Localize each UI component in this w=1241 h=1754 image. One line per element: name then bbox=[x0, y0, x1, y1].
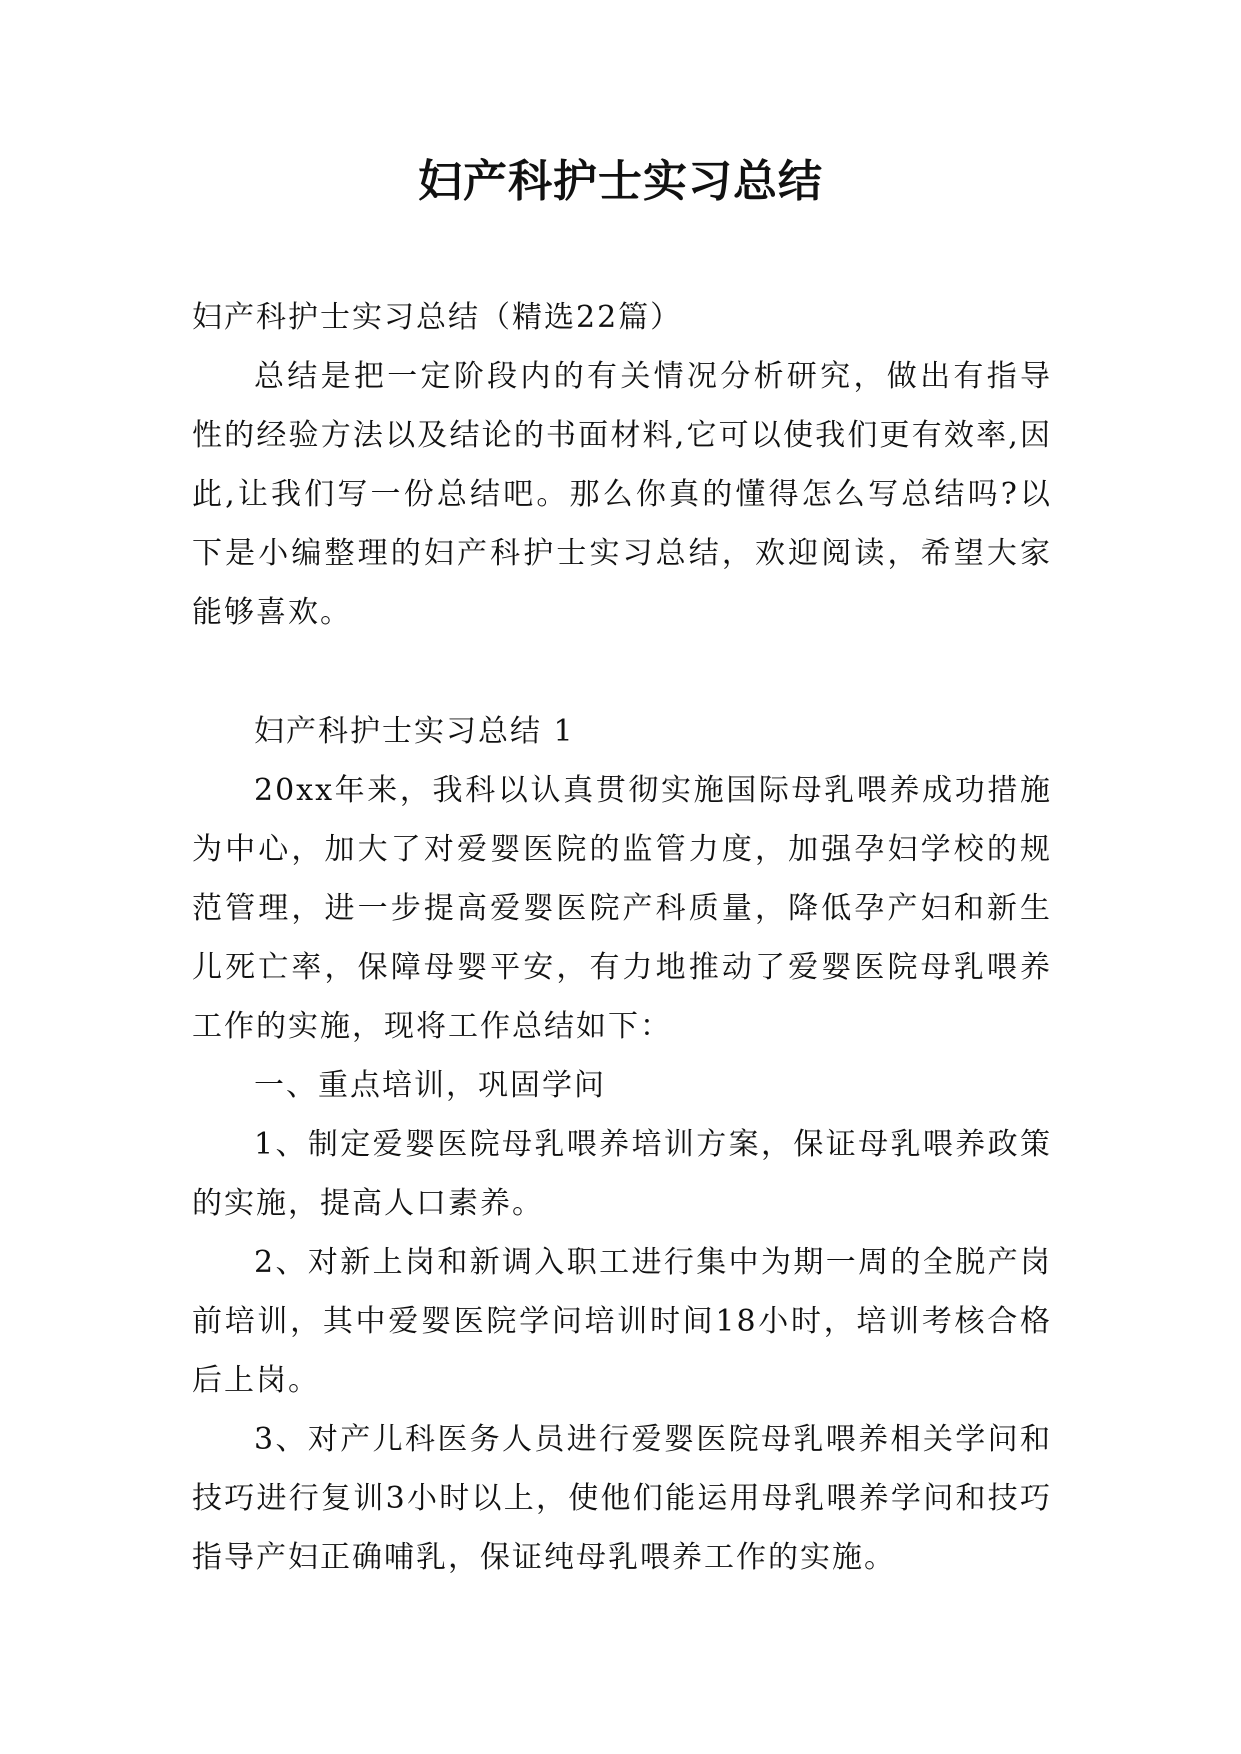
list-item: 1、制定爱婴医院母乳喂养培训方案，保证母乳喂养政策的实施，提高人口素养。 bbox=[192, 1127, 1052, 1221]
document-subtitle: 妇产科护士实习总结（精选22篇） bbox=[192, 300, 683, 335]
part-heading: 一、重点培训，巩固学问 bbox=[254, 1068, 606, 1103]
document-body bbox=[192, 288, 1052, 1587]
list-item: 2、对新上岗和新调入职工进行集中为期一周的全脱产岗前培训，其中爱婴医院学问培训时间18小时，培训考核合格后上岗。 bbox=[192, 1245, 1052, 1398]
paragraph-gap bbox=[192, 642, 1052, 702]
document-title: 妇产科护士实习总结 bbox=[418, 156, 823, 207]
list-item: 3、对产儿科医务人员进行爱婴医院母乳喂养相关学问和技巧进行复训3小时以上，使他们能运用母乳喂养学问和技巧指导产妇正确哺乳，保证纯母乳喂养工作的实施。 bbox=[192, 1422, 1052, 1575]
section-intro-paragraph: 20xx年来，我科以认真贯彻实施国际母乳喂养成功措施为中心，加大了对爱婴医院的监管力度，加强孕妇学校的规范管理，进一步提高爱婴医院产科质量，降低孕产妇和新生儿死亡率，保障母婴平安，有力地推动了爱婴医院母乳喂养工作的实施，现将工作总结如下： bbox=[192, 773, 1052, 1044]
section-heading: 妇产科护士实习总结 1 bbox=[254, 714, 575, 749]
intro-paragraph: 总结是把一定阶段内的有关情况分析研究，做出有指导性的经验方法以及结论的书面材料,它可以使我们更有效率,因此,让我们写一份总结吧。那么你真的懂得怎么写总结吗?以下是小编整理的妇产科护士实习总结，欢迎阅读，希望大家能够喜欢。 bbox=[192, 359, 1052, 630]
